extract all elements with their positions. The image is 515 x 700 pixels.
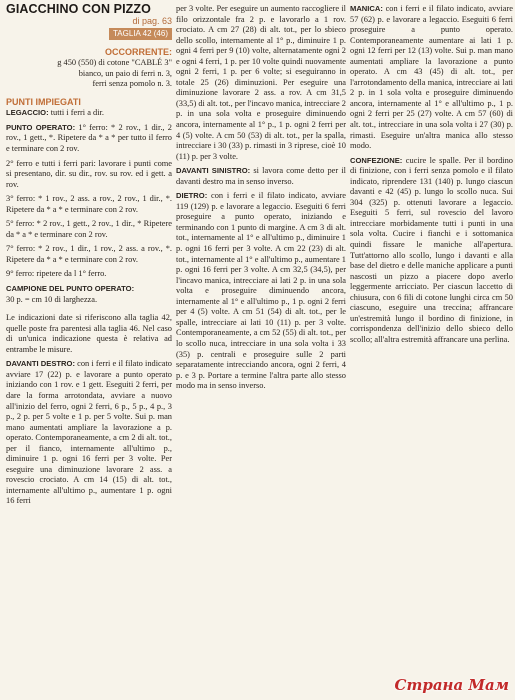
occorrente-heading: OCCORRENTE: [105, 46, 172, 57]
row-2-instruction: 2° ferro e tutti i ferri pari: lavorare i punti come si presentano, dir. su dir., rov. su rov. ed i gett. a rov. [6, 158, 172, 189]
legaccio-paragraph [6, 108, 172, 119]
left-front-term: DAVANTI SINISTRO: [176, 166, 251, 176]
legaccio-term: LEGACCIO: [6, 108, 49, 118]
finishing-paragraph [350, 156, 513, 346]
punto-operato-text: 1° ferro: * 2 rov., 1 dir., 2 rov., 1 gett., *. Ripetere da * a * per tutto il ferro e terminare con 2 rov. [6, 122, 172, 154]
sleeve-paragraph [350, 4, 513, 152]
column-middle [176, 4, 346, 396]
column-left [6, 4, 172, 511]
gauge-term: CAMPIONE DEL PUNTO OPERATO: [6, 284, 135, 294]
back-term: DIETRO: [176, 191, 208, 201]
materials-line: ferri senza pomolo n. 3. [92, 79, 172, 89]
left-front-text: si lavora come detto per il davanti destro ma in senso inverso. [176, 166, 346, 186]
materials-line: bianco, un paio di ferri n. 3, [78, 68, 172, 78]
column-right [350, 4, 513, 350]
finishing-text: cucire le spalle. Per il bordino di finizione, con i ferri senza pomolo e il filato indicato, riprendere 131 (140) p. lungo ciascun davanti e 42 (45) p. lungo lo scollo nuca. Sui 304 (325) p. ottenuti lavorare a legaccio. Eseguiti 5 ferri, sul rovescio del lavoro intrecciare morbidamente tutti i punti in una sola volta. Cucire i fianchi e i sottomanica quindi fissare le maniche all'apertura. Tutt'attorno allo scollo, lungo i davanti e alla base del dietro e delle maniche applicare a punti nascosti un pizzo a piacere dopo averlo leggermente arricciato. Per ciascun laccetto di chiusura, con 6 fili di cotone lunghi circa cm 50 ciascuno, eseguire una treccina; affrancare un'estremità lungo il bordino di finizione, in corrispondenza dell'inizio dello sbieco dello scollo; all'altra estremità affrancare una perlina. [350, 155, 513, 344]
site-watermark: Страна Мам [394, 676, 509, 694]
back-paragraph [176, 191, 346, 391]
legaccio-text: tutti i ferri a dir. [48, 108, 104, 118]
punto-operato-paragraph [6, 123, 172, 155]
right-front-text: con i ferri e il filato indicato avviare 17 (22) p. e lavorare a punto operato iniziando con 1 rov. e 1 gett. Eseguiti 2 ferri, per dare la forma arrotondata, avviare a nuovo all'inizio del ferro, ogni 2 ferri, 6 p., 5 p., 4 p., 3 p., 2 p. per 5 volte e 1 p. per 5 volte. Sui p. man mano aumentati ampliare la lavorazione a p. operato. Contemporaneamente, a cm 2 di alt. tot., per il fianco, internamente all'ultimo p., diminuire 1 p. ogni 16 ferri per 3 volte. Per eseguire una diminuzione lavorare 2 ass. a rovescio crociato. A cm 14 (15) di alt. tot., internamente all'ultimo p., aumentare 1 p. ogni 16 ferri [6, 359, 172, 506]
sleeve-text: con i ferri e il filato indicato, avviare 57 (62) p. e lavorare a legaccio. Eseguiti 6 ferri proseguire a punto operato. Contemporaneamente aumentare ai lati 1 p. ogni 12 ferri per 12 (13) volte. Sui p. man mano aumentati ampliare la lavorazione a punto operato. A cm 43 (45) di alt. tot., per l'arrotondamento della manica, intrecciare ai lati 2 p. in 1 sola volta e proseguire diminuendo ancora, internamente al 1° e all'ultimo p., 1 p. ogni 2 ferri per 25 (27) volte. A cm 57 (60) di alt. tot., intrecciare in una sola volta i 27 (30) p. rimasti. Eseguire un'altra manica allo stesso modo. [350, 4, 513, 151]
sleeve-term: MANICA: [350, 4, 383, 13]
materials-list [6, 58, 172, 90]
size-note-paragraph: Le indicazioni date si riferiscono alla taglia 42, quelle poste fra parentesi alla taglia 46. Nel caso di un'unica indicazione questa è relativa ad entrambe le misure. [6, 313, 172, 354]
punto-operato-term: PUNTO OPERATO: [6, 122, 76, 132]
row-3-instruction: 3° ferro: * 1 rov., 2 ass. a rov., 2 rov., 1 dir., *. Ripetere da * a * e terminare con 2 rov. [6, 194, 172, 214]
right-front-term: DAVANTI DESTRO: [6, 359, 75, 369]
row-9-instruction: 9° ferro: ripetere da l 1° ferro. [6, 269, 107, 279]
finishing-term: CONFEZIONE: [350, 155, 403, 165]
row-7-instruction: 7° ferro: * 2 rov., 1 dir., 1 rov., 2 ass. a rov., *. Ripetere da * a * e terminare con 2 rov. [6, 244, 172, 264]
stitches-heading: PUNTI IMPIEGATI [6, 96, 81, 107]
back-text: con i ferri e il filato indicato, avviare 119 (129) p. e lavorare a legaccio. Eseguiti 6 ferri proseguire a punto operato, iniziando e terminando con 1 punto di margine. A cm 3 di alt. tot., internamente al 1° e all'ultimo p., diminuire 1 p. ogni 16 ferri per 3 volte. A cm 22 (23) di alt. tot., internamente al 1° e all'ultimo p., aumentare 1 p. ogni 16 ferri per 3 volte. A cm 32,5 (34,5), per l'incavo manica, intrecciare ai lati 2 p. in una sola volta e proseguire diminuendo ancora, internamente al 1° e all'ultimo p., 1 p. ogni 2 ferri per 4 (5) volte. A cm 51 (54) di alt. tot., per le spalle, intrecciare ai lati 10 (11) p. per 3 volte. Contemporaneamente, a cm 52 (55) di alt. tot., per lo scollo nuca, intrecciare in una sola volta i 33 (35) p. centrali e proseguire sulle 2 parti separatamente intrecciando ancora, ogni 2 ferri, 4 p. e 3 p. Portare a termine l'altra parte allo stesso modo ma in senso inverso. [176, 191, 346, 391]
page-title: GIACCHINO CON PIZZO [6, 2, 151, 16]
right-front-paragraph [6, 359, 172, 507]
left-front-paragraph [176, 166, 346, 187]
size-tag: TAGLIA 42 (46) [109, 28, 172, 40]
materials-line: g 450 (550) di cotone "CABLÉ 3" [57, 58, 172, 68]
gauge-text: 30 p. = cm 10 di larghezza. [6, 294, 98, 304]
page-reference: di pag. 63 [132, 15, 172, 26]
row-5-instruction: 5° ferro: * 2 rov., 1 gett., 2 rov., 1 dir., * Ripetere da * a * e terminare con 2 rov. [6, 219, 172, 239]
right-front-continued: per 3 volte. Per eseguire un aumento raccogliere il filo orizzontale fra 2 p. e lavorarlo a 1 rov. crociato. A cm 27 (28) di alt. tot., per lo sbieco dello scollo, internamente al 1° p., diminuire 1 p. ogni 4 ferri per 9 (10) volte, alternatamente ogni 2 e ogni 4 ferri, 1 p. per 10 volte quindi nuovamente ogni 2 ferri, 1 p. per 6 volte; si eseguiranno in totale 25 (26) diminuzioni. Per eseguire una diminuzione lavorare 2 ass. a rov. A cm 31,5 (33,5) di alt. tot., per l'incavo manica, intrecciare 2 p. in una sola volta e proseguire diminuendo ancora, internamente al 1° p., 1 p. ogni 2 ferri per 4 (5) volte. A cm 50 (53) di alt. tot., per la spalla, intrecciare i 30 (33) p. rimasti in 3 riprese, cioè 10 (11) p. per 3 volte. [176, 4, 346, 161]
